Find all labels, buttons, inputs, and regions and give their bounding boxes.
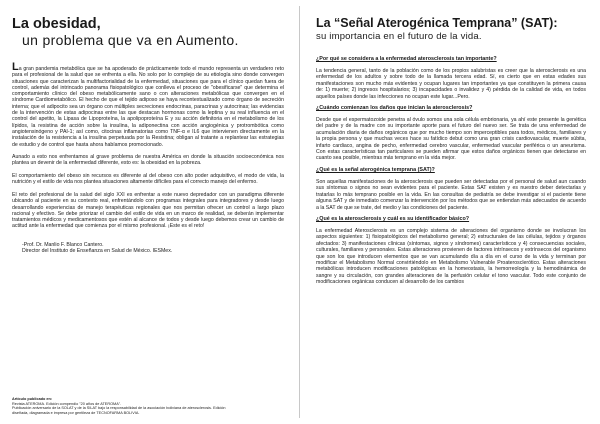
signature-role: Director del Instituto de Enseñanza en Salud de México. IESMex. [22, 248, 173, 255]
credit-line: Revista ATEROMA. Edición compendio "20 años de ATEROMA". [12, 401, 122, 406]
signature-name: -Prof. Dr. Manlio F. Blanco Cantero. [22, 241, 104, 248]
section-subtitle: su importancia en el futuro de la vida. [316, 31, 482, 42]
question-heading: ¿Qué es la aterosclerosis y cuál es su identificador básico? [316, 215, 470, 222]
question-heading: ¿Qué es la señal aterogénica temprana (SAT)? [316, 166, 435, 173]
question-heading: ¿Por qué se considera a la enfermedad aterosclerosis tan importante? [316, 56, 497, 62]
publication-credits [12, 397, 252, 416]
answer-paragraph: Desde que el espermatozoide penetra al óvulo somos una sola célula embrionaria, ya ahí este presente la genética del padre y de la madre con su importante aporte para el futuro del nuevo ser. Se trata de una enfermedad de acumulación diaria de daños orgánicos que por mucho tiempo son imperceptibles para todos, médicos, familiares y la propia persona y que muchas veces hace su fatídico debut como una gran crisis cardiovascular, muerte súbita, infarto cardiaco, angina de pecho, enfermedad cerebro vascular, enfermedad vascular periférica o un aneurisma. Con estas características tan particulares se pueden afirmar que estos daños orgánicos tienen que detectarse en cuanto sea posible, mientras más temprano en la vida mejor. [316, 117, 586, 162]
question-heading: ¿Cuándo comienzan los daños que inician la aterosclerosis? [316, 105, 473, 112]
qa-body [316, 56, 586, 286]
signature-block [12, 242, 284, 255]
article-title: La obesidad, [12, 16, 101, 32]
credit-line: Publicación aniversario de la SOLAT y de la SILAT bajo la responsabilidad de la asociación boliviana de aterosclerosis. Edición [12, 406, 226, 411]
paragraph: El comportamiento del obeso sin recursos es diferente al del obeso con alto poder adquisitivo, el modo de vida, la nutrición y el estilo de vida nos plantea situaciones altamente difíciles para el correcto manejo del enfermo. [12, 173, 284, 186]
credit-line: Artículo publicado en: [12, 396, 53, 401]
answer-paragraph: Son aquellas manifestaciones de la aterosclerosis que pueden ser detectadas por el personal de salud aun cuando sus síntomas o signos no sean evidentes para el paciente. Estas SAT existen y es nuestro deber detectarlas y tratarlas lo más temprano posible en la vida. En las consultas de pediatría se debe investigar si el paciente tiene alguna SAT y de inmediato comenzar la intervención por los métodos que se entiendan más adecuados de acuerdo a la SAT de que se trate, del medio y las condiciones del paciente. [316, 178, 586, 211]
paragraph: Aunado a esto nos enfrentamos al grave problema de nuestra América en donde la situación socioeconómica nos plantea un devenir de la enfermedad diferente, esto es: la obesidad en la pobreza. [12, 154, 284, 167]
credit-line: diseñada, diagramada e impresa por gentileza de TECNOFARMA BOLIVIA. [12, 411, 140, 416]
drop-cap: L [12, 61, 19, 73]
paragraph: El reto del profesional de la salud del siglo XXI es enfrentar a este nuevo depredador con un paradigma diferente ubicando al paciente en su contexto real, enfrentándolo con programas integrales para integradores y desde luego desarrollando experiencias de manejo terapéuticas regionales que nos permitan ofrecer un control a largo plazo racional y efectivo. Se debe priorizar el cambio del estilo de vida en un marco de realidad, se deberán implementar tratamientos médicos y medicamentosos que estén al alcance de todos y desde luego debemos crear un cambio de actitud ante la enfermedad que comienza por el mismo profesional. ¡Este es el reto! [12, 191, 284, 230]
right-page [300, 0, 600, 424]
article-body [12, 61, 284, 255]
answer-paragraph: La enfermedad Aterosclerosis es un complejo sistema de alteraciones del organismo donde se involucran los aspectos siguientes: 1) fisiopatológicos del metabolismo general; 2) estructurales de las células, tejidos y órganos afectados: 3) manifestaciones clínicas (síntomas, signos y síndromes) característicos y 4) consecuencias sociales, culturales, familiares y personales. Estas alteraciones provienen de factores intrínsecos y extrínsecos del organismo que son los que introducen elementos que se van acumulando día a día en el curso de la vida y terminan por modificar el Metabolismo Normal convirtiéndolo en Metabolismo Vulnerable Proaterosclerótico. Estas alteraciones metabólicas introducen modificaciones patológicas en la homeostasis, la hemorreología y la hemodinámica de sangre y su circulación, con grandes alteraciones de la perfusión celular el tono vascular. Todo este conjunto de modificaciones orgánicas conducen al desarrollo de los cambios [316, 227, 586, 286]
paragraph: La gran pandemia metabólica que se ha apoderado de prácticamente todo el mundo representa un verdadero reto para el profesional de la salud que se enfrenta a ella. No solo por lo complejo de su etiología sino donde convergen situaciones que caracterizan la multifactorialidad de la enfermedad, situaciones que para el clínico quedan fuera de control, además del intrincado panorama fisiopatológico que conlleva el proceso de "obesificarse" que determina el comportamiento clínico del obeso metabólicamente sano o con alteraciones metabólicas que convergen en el síndrome Cardiometabólico. El hecho de que el tejido adiposo se haya recontextualizado como órgano de secreción interna; que el adipocito sea un órgano con múltiples secreciones endocrinas, paracrinas y autocrinas; las evidencias de la intervención de estas adipocinas entre las que destacan hormonas como la leptina y su real influencia en el control del apetito, la Lipasa de Lipoproteína, la apolipoproteína E y su acción definitoria en el metabolismo de los lípidos, la resistina de acción sobre la insulina, la adiponectina con acción angiogénica y protrombótica como angiotensinógeno y PAI-1; así como, citocinas inflamatorias como TNF-α e IL6 que intervienen directamente en la instalación de la resistencia a la insulina perpetuada por la Resistina; obligan al tratante a replantear las estrategias de estudio y de control que hasta ahora habíamos promocionado. [12, 61, 284, 148]
article-subtitle: un problema que va en Aumento. [22, 32, 239, 48]
section-title: La “Señal Aterogénica Temprana” (SAT): [316, 16, 558, 30]
answer-paragraph: La tendencia general, tanto de la población como de los propios salubristas es creer que la aterosclerosis es una enfermedad de los adultos y sobre todo de la llamada tercera edad. Sí, es cierto que en estas edades sus manifestaciones son mucho más evidentes y ocupan lugares tan importantes ya que constituyen la primera causa de: 1) muerte; 2) ingresos hospitalarios; 3) incapacidades o invalidez y 4) pérdida de la calidad de vida, en todos aquellos países donde las infecciones no ocupan este lugar...Pero. [316, 68, 586, 100]
